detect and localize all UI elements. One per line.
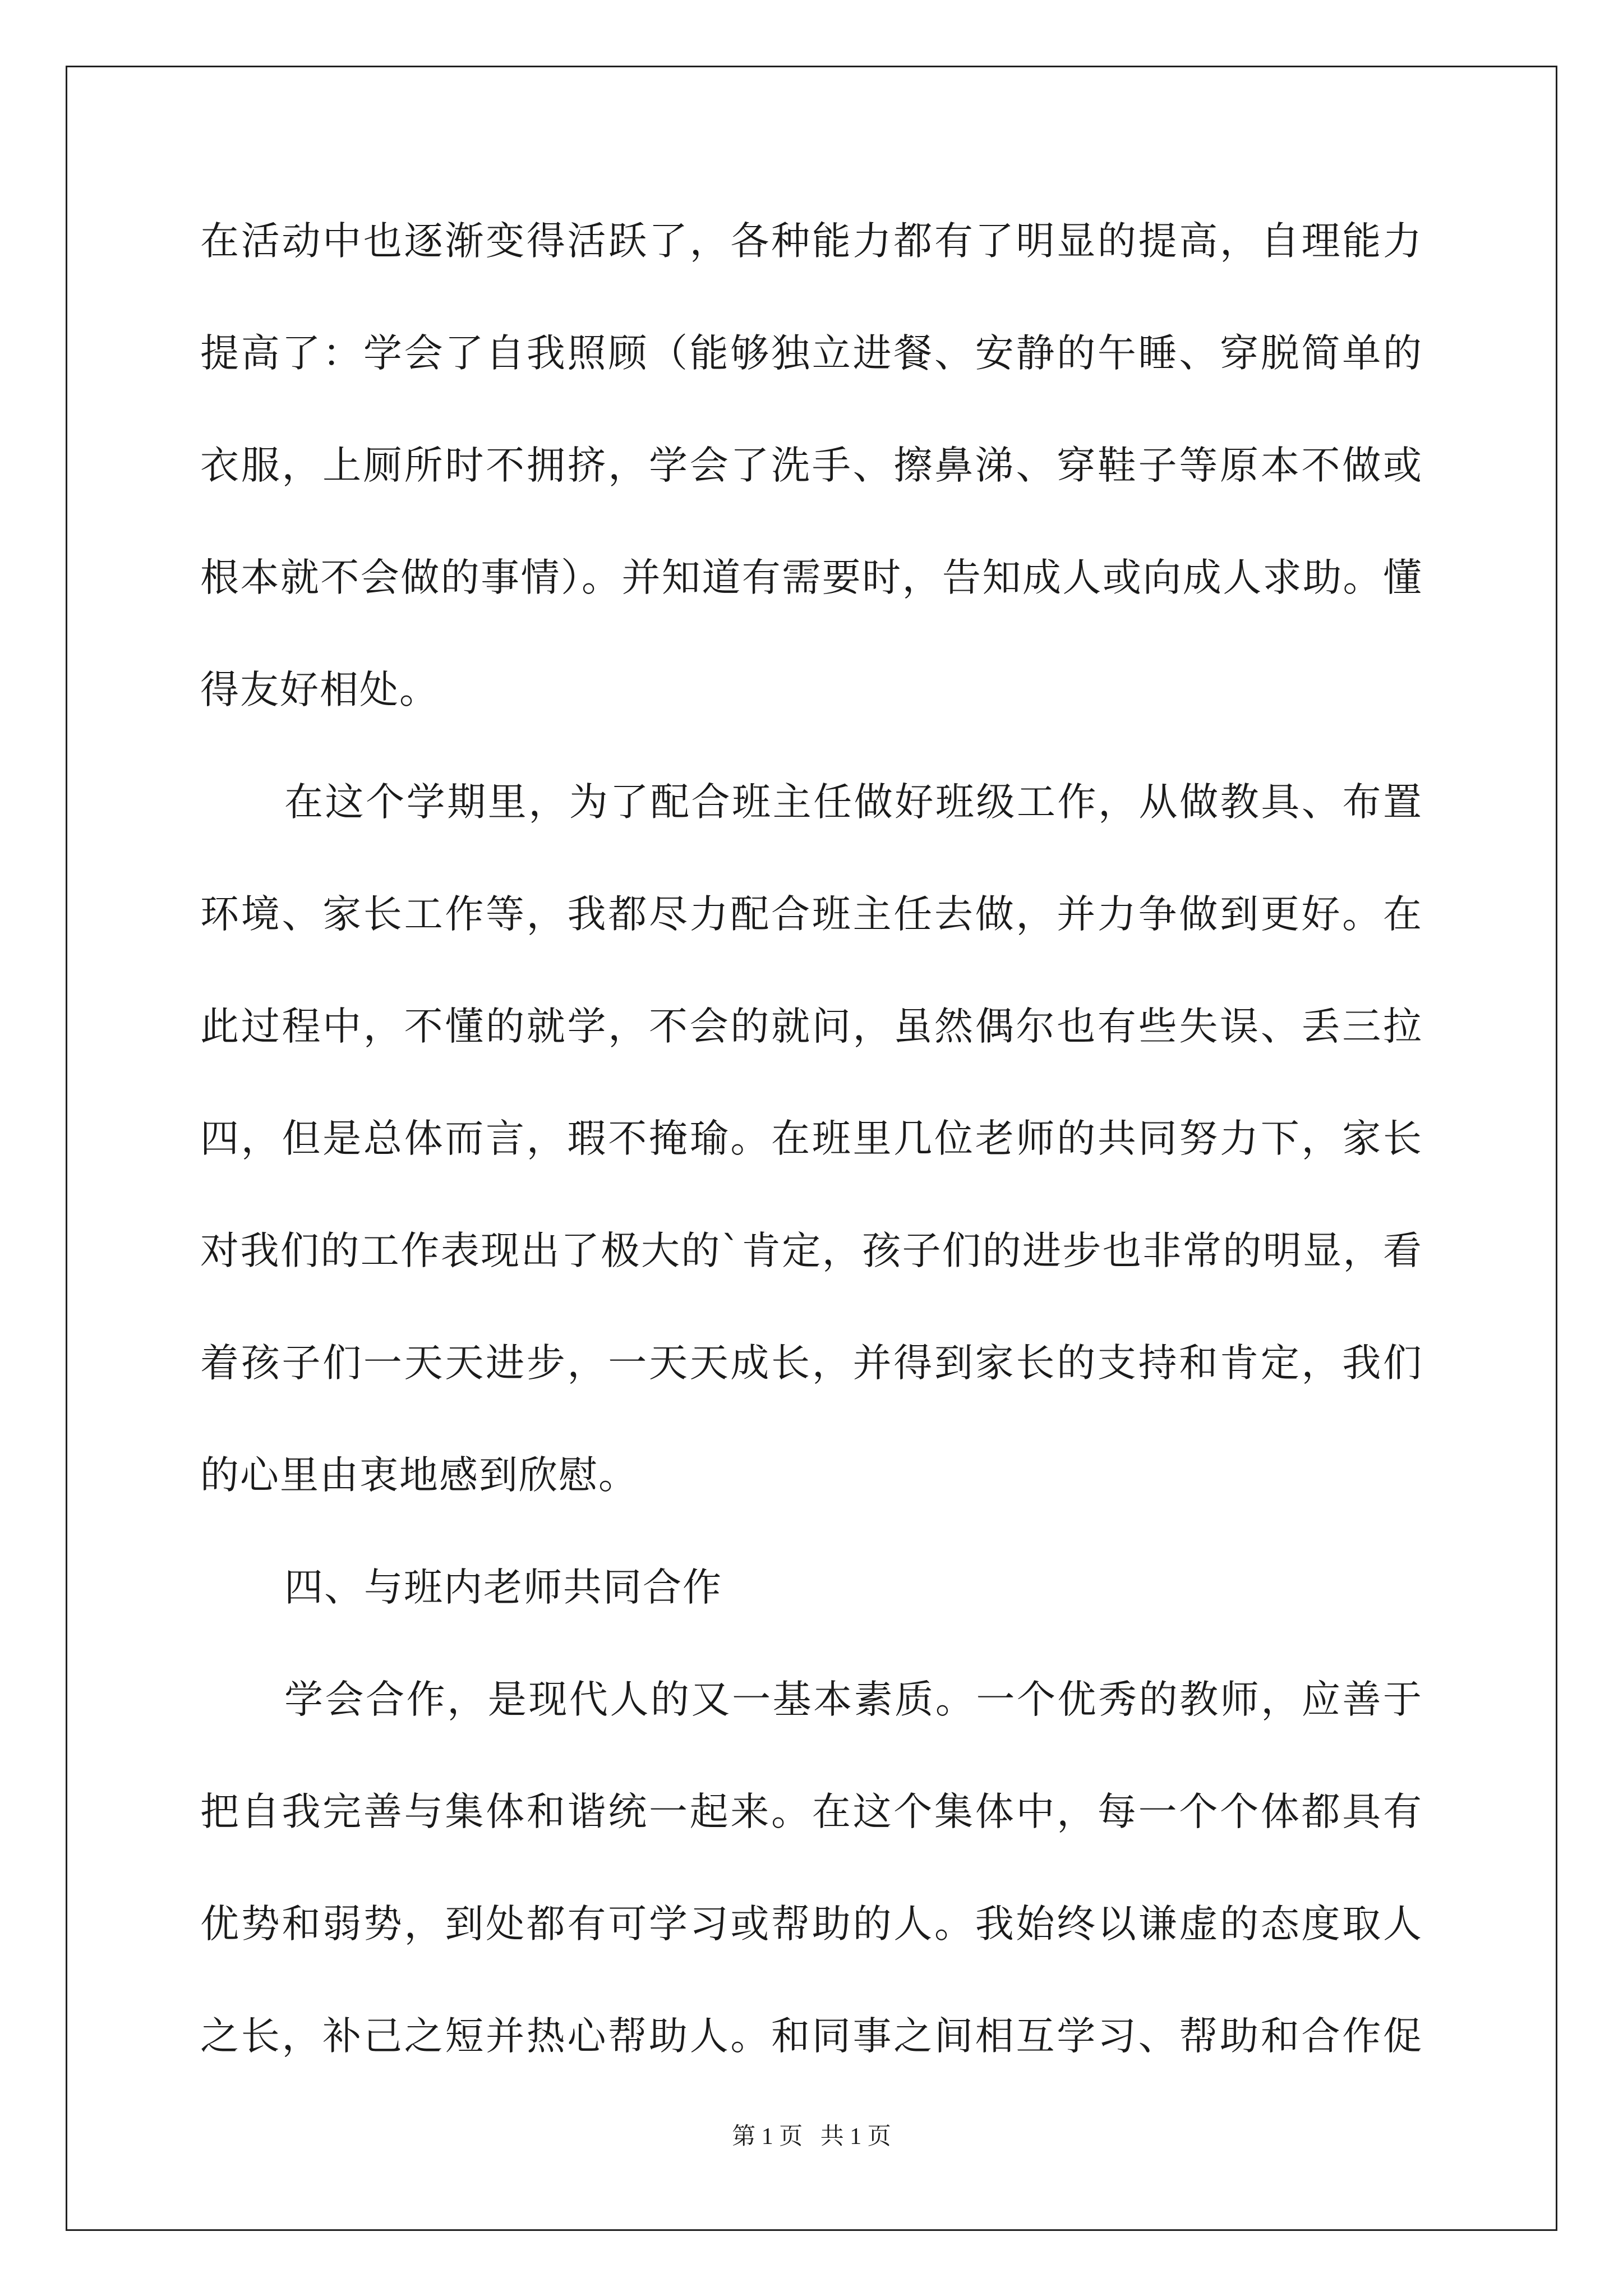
text-line: 得友好相处。	[200, 668, 439, 712]
text-line: 环境、家长工作等，我都尽力配合班主任去做，并力争做到更好。在	[200, 892, 1423, 937]
text-line: 之长，补己之短并热心帮助人。和同事之间相互学习、帮助和合作促	[200, 2014, 1423, 2059]
section-heading: 四、与班内老师共同合作	[284, 1565, 722, 1610]
text-line: 根本就不会做的事情）。并知道有需要时，告知成人或向成人求助。懂	[200, 555, 1423, 600]
document-body	[200, 185, 1423, 2092]
text-line: 把自我完善与集体和谐统一起来。在这个集体中，每一个个体都具有	[200, 1789, 1423, 1834]
text-line: 的心里由衷地感到欣慰。	[200, 1453, 638, 1498]
page-footer: 第 1 页 共 1 页	[732, 2124, 891, 2150]
text-line: 在活动中也逐渐变得活跃了，各种能力都有了明显的提高，自理能力	[200, 219, 1423, 264]
paragraph-first-line: 学会合作，是现代人的又一基本素质。一个优秀的教师，应善于	[284, 1677, 1423, 1722]
text-line: 着孩子们一天天进步，一天天成长，并得到家长的支持和肯定，我们	[200, 1341, 1423, 1386]
text-line: 四，但是总体而言，瑕不掩瑜。在班里几位老师的共同努力下，家长	[200, 1116, 1423, 1161]
text-line: 衣服，上厕所时不拥挤，学会了洗手、擦鼻涕、穿鞋子等原本不做或	[200, 443, 1423, 488]
text-line: 提高了：学会了自我照顾（能够独立进餐、安静的午睡、穿脱简单的	[200, 331, 1423, 376]
text-line: 此过程中，不懂的就学，不会的就问，虽然偶尔也有些失误、丢三拉	[200, 1004, 1423, 1049]
paragraph-first-line: 在这个学期里，为了配合班主任做好班级工作，从做教具、布置	[284, 780, 1423, 825]
text-line: 对我们的工作表现出了极大的`肯定，孩子们的进步也非常的明显，看	[200, 1228, 1423, 1273]
text-line: 优势和弱势，到处都有可学习或帮助的人。我始终以谦虚的态度取人	[200, 1902, 1423, 1947]
